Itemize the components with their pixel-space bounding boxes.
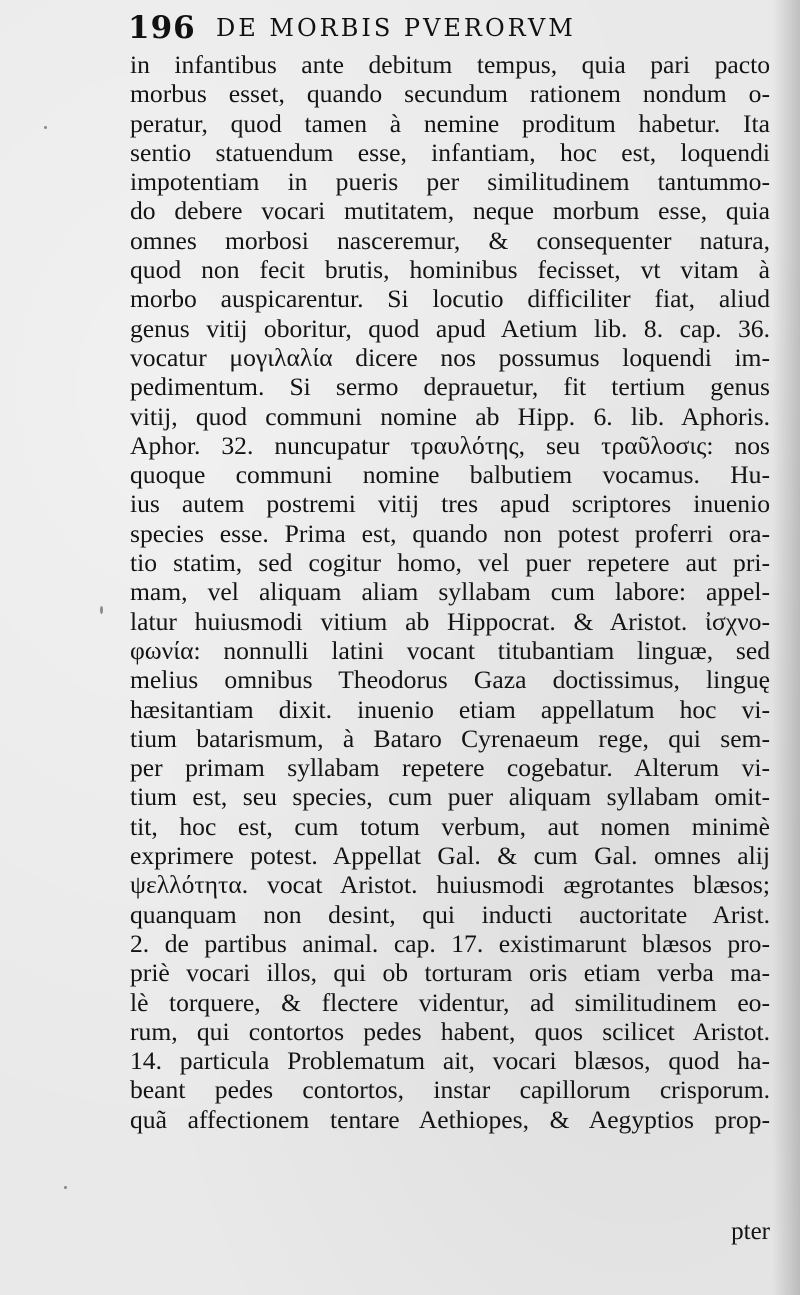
text-line: sentio statuendum esse, infantiam, hoc est, loquendi bbox=[130, 137, 770, 167]
text-line: latur huiusmodi vitium ab Hippocrat. & Aristot. ἰσχνο- bbox=[130, 606, 770, 636]
text-line: quanquam non desint, qui inducti auctoritate Arist. bbox=[130, 899, 770, 929]
page-number: 196 bbox=[128, 10, 196, 46]
ink-speck bbox=[100, 606, 103, 614]
text-line: quoque communi nomine balbutiem vocamus. Hu- bbox=[130, 460, 770, 490]
text-line: ius autem postremi vitij tres apud scriptores inuenio bbox=[130, 489, 770, 519]
text-line: quod non fecit brutis, hominibus fecisset, vt vitam à bbox=[130, 255, 770, 285]
text-line: mam, vel aliquam aliam syllabam cum labore: appel- bbox=[130, 577, 770, 607]
text-line: vitij, quod communi nomine ab Hipp. 6. lib. Aphoris. bbox=[130, 401, 770, 431]
text-line: genus vitij oboritur, quod apud Aetium lib. 8. cap. 36. bbox=[130, 313, 770, 343]
ink-speck bbox=[44, 126, 47, 129]
text-line: rum, qui contortos pedes habent, quos scilicet Aristot. bbox=[130, 1016, 770, 1046]
text-line: φωνία: nonnulli latini vocant titubantiam linguæ, sed bbox=[130, 635, 770, 665]
text-line: Aphor. 32. nuncupatur τραυλότης, seu τραῦλοσις: nos bbox=[130, 430, 770, 460]
text-line: morbo auspicarentur. Si locutio difficiliter fiat, aliud bbox=[130, 284, 770, 314]
text-line: hæsitantiam dixit. inuenio etiam appellatum hoc vi- bbox=[130, 694, 770, 724]
text-line: tium est, seu species, cum puer aliquam syllabam omit- bbox=[130, 782, 770, 812]
running-title: DE MORBIS PVERORVM bbox=[216, 14, 576, 42]
text-line: in infantibus ante debitum tempus, quia pari pacto bbox=[130, 50, 770, 79]
text-line: ψελλότητα. vocat Aristot. huiusmodi ægrotantes blæsos; bbox=[130, 870, 770, 900]
text-line: 14. particula Problematum ait, vocari blæsos, quod ha- bbox=[130, 1046, 770, 1076]
page-header bbox=[128, 10, 778, 50]
text-line: quã affectionem tentare Aethiopes, & Aegyptios prop- bbox=[130, 1104, 770, 1134]
text-line: tit, hoc est, cum totum verbum, aut nomen minimè bbox=[130, 811, 770, 841]
page-edge-shadow bbox=[772, 0, 800, 1295]
text-line: priè vocari illos, qui ob torturam oris etiam verba ma- bbox=[130, 958, 770, 988]
body-text bbox=[130, 50, 770, 1134]
text-line: beant pedes contortos, instar capillorum crisporum. bbox=[130, 1075, 770, 1105]
text-line: tium batarismum, à Bataro Cyrenaeum rege, qui sem- bbox=[130, 723, 770, 753]
text-line: exprimere potest. Appellat Gal. & cum Gal. omnes alij bbox=[130, 841, 770, 871]
text-line: species esse. Prima est, quando non potest proferri ora- bbox=[130, 518, 770, 548]
text-line: melius omnibus Theodorus Gaza doctissimus, linguę bbox=[130, 665, 770, 695]
text-line: pedimentum. Si sermo deprauetur, fit tertium genus bbox=[130, 372, 770, 402]
text-line: 2. de partibus animal. cap. 17. existimarunt blæsos pro- bbox=[130, 928, 770, 958]
text-line: vocatur μογιλαλία dicere nos possumus loquendi im- bbox=[130, 342, 770, 372]
text-line: omnes morbosi nasceremur, & consequenter natura, bbox=[130, 225, 770, 255]
text-line: tio statim, sed cogitur homo, vel puer repetere aut pri- bbox=[130, 548, 770, 578]
text-line: morbus esset, quando secundum rationem nondum o- bbox=[130, 79, 770, 109]
text-line: do debere vocari mutitatem, neque morbum esse, quia bbox=[130, 196, 770, 226]
text-line: peratur, quod tamen à nemine proditum habetur. Ita bbox=[130, 108, 770, 138]
text-line: impotentiam in pueris per similitudinem tantummo- bbox=[130, 167, 770, 197]
catchword: pter bbox=[731, 1218, 770, 1245]
text-line: per primam syllabam repetere cogebatur. Alterum vi- bbox=[130, 753, 770, 783]
text-line: lè torquere, & flectere videntur, ad similitudinem eo- bbox=[130, 987, 770, 1017]
ink-speck bbox=[64, 1186, 67, 1189]
